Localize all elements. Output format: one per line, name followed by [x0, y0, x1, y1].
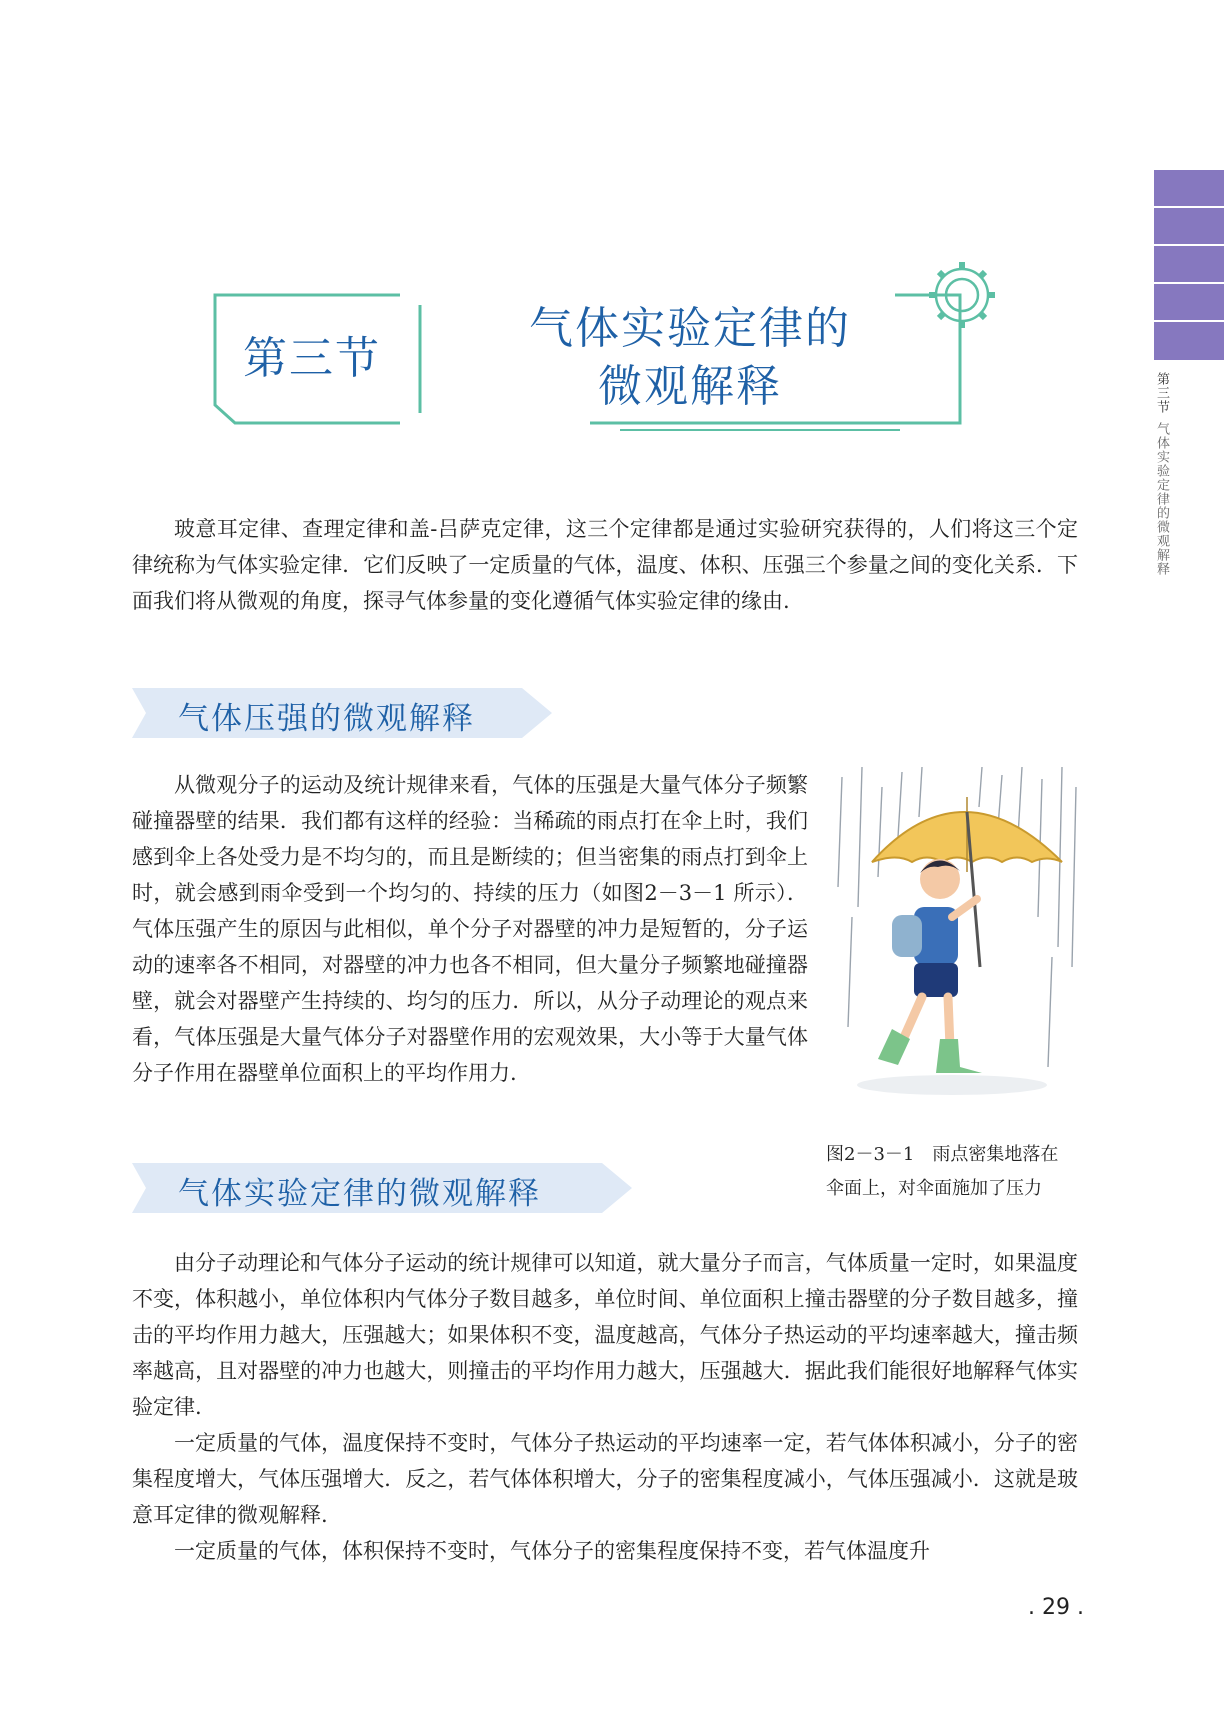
boy-shorts [914, 963, 958, 997]
backpack [892, 915, 922, 957]
laws-body [132, 1245, 1078, 1569]
page-number: . 29 . [1028, 1595, 1084, 1620]
page-title-line2: 微观解释 [598, 361, 782, 412]
pressure-paragraph: 从微观分子的运动及统计规律来看，气体的压强是大量气体分子频繁碰撞器壁的结果．我们都有这样的经验：当稀疏的雨点打在伞上时，我们感到伞上各处受力是不均匀的，而且是断续的；但当密集的雨点打到伞上时，就会感到雨伞受到一个均匀的、持续的压力（如图2－3－1 所示）．气体压强产生的原因与此相似，单个分子对器壁的冲力是短暂的，分子运动的速率各不相同，对器壁的冲力也各不相同，但大量分子频繁地碰撞器壁，就会对器壁产生持续的、均匀的压力．所以，从分子动理论的观点来看，气体压强是大量气体分子对器壁作用的宏观效果，大小等于大量气体分子作用在器壁单位面积上的平均作用力. [132, 773, 808, 1085]
laws-paragraph-3: 一定质量的气体，体积保持不变时，气体分子的密集程度保持不变，若气体温度升 [174, 1539, 930, 1563]
laws-paragraph-2: 一定质量的气体，温度保持不变时，气体分子热运动的平均速率一定，若气体体积减小，分子的密集程度增大，气体压强增大．反之，若气体体积增大，分子的密集程度减小，气体压强减小．这就是玻意耳定律的微观解释. [132, 1431, 1078, 1527]
side-running-title [1149, 372, 1171, 576]
figure-caption-line2: 伞面上，对伞面施加了压力 [826, 1178, 1042, 1199]
side-section-label: 第三节 [1154, 372, 1169, 414]
section-heading-text: 气体实验定律的微观解释 [178, 1176, 541, 1212]
umbrella-rain-illustration [832, 767, 1080, 1107]
section-heading-laws [132, 1163, 632, 1213]
laws-paragraph-1: 由分子动理论和气体分子运动的统计规律可以知道，就大量分子而言，气体质量一定时，如果温度不变，体积越小，单位体积内气体分子数目越多，单位时间、单位面积上撞击器壁的分子数目越多，撞击的平均作用力越大，压强越大；如果体积不变，温度越高，气体分子热运动的平均速率越大，撞击频率越高，且对器壁的冲力也越大，则撞击的平均作用力越大，压强越大．据此我们能很好地解释气体实验定律. [132, 1251, 1078, 1419]
section-heading-text: 气体压强的微观解释 [178, 701, 475, 737]
chapter-side-tab [1154, 170, 1224, 360]
section-label: 第三节 [243, 333, 381, 384]
right-boot [936, 1039, 982, 1073]
page-title-line1: 气体实验定律的 [529, 303, 851, 354]
page-title [470, 300, 910, 416]
figure-caption [826, 1138, 1080, 1206]
section-heading-pressure [132, 688, 552, 738]
intro-paragraph: 玻意耳定律、查理定律和盖-吕萨克定律，这三个定律都是通过实验研究获得的，人们将这三个定律统称为气体实验定律．它们反映了一定质量的气体，温度、体积、压强三个参量之间的变化关系．下面我们将从微观的角度，探寻气体参量的变化遵循气体实验定律的缘由. [132, 517, 1078, 613]
figure-caption-line1: 图2－3－1 雨点密集地落在 [826, 1144, 1059, 1165]
side-section-title: 气体实验定律的微观解释 [1154, 422, 1169, 576]
